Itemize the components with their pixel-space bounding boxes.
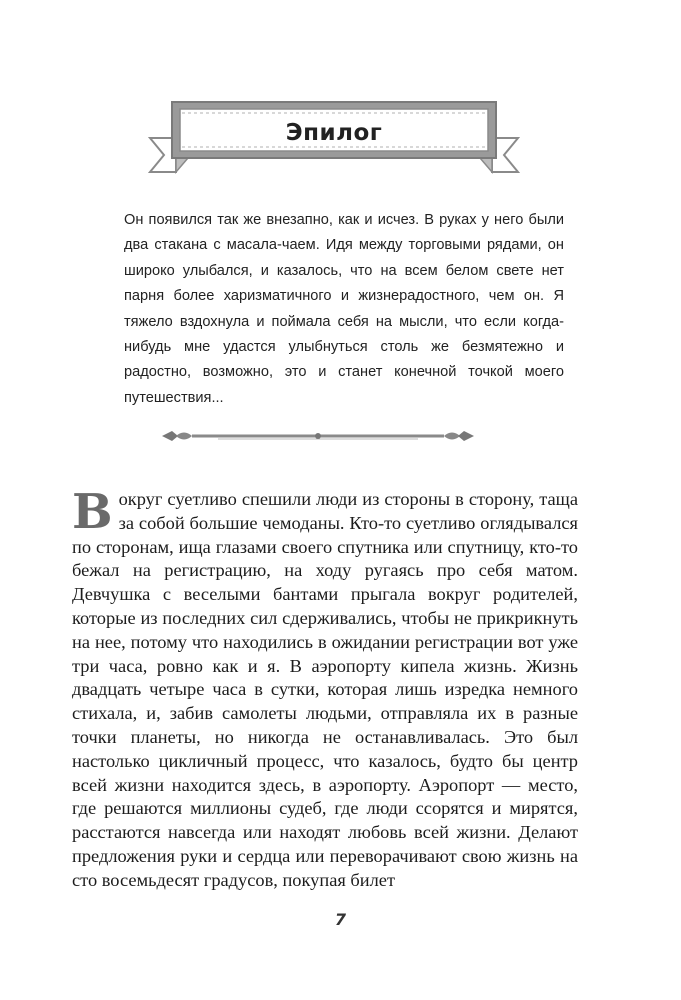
epigraph-paragraph: Он появился так же внезапно, как и исчез. В руках у него были два стакана с масала-чаем. Идя между торговыми рядами, он широко улыбался, и казалось, что на всем белом свете нет парня более харизматичного и жизнерадостного, чем он. Я тяжело вздохнула и поймала себя на мысли, что если когда-нибудь мне удастся улыбнуться столь же безмятежно и радостно, возможно, это и станет конечной точкой моего путешествия... [124,212,564,406]
page-number: 7 [334,910,347,929]
drop-cap-letter: В [72,484,113,540]
main-paragraph-text: округ суетливо спешили люди из стороны в сторону, таща за собой большие чемоданы. Кто-то суетливо оглядывался по сторонам, ища глазами своего спутника или спутницу, кто-то бежал на регистрацию, на ходу ругаясь про себя матом. Девчушка с веселыми бантами прыгала вокруг родителей, которые из последних сил сдерживались, чтобы не прикрикнуть на нее, потому что находились в ожидании регистрации вот уже три часа, ровно как и я. В аэропорту кипела жизнь. Жизнь двадцать четыре часа в сутки, которая лишь изредка немного стихала, и, забив самолеты людьми, отправляла их в разные точки планеты, но никогда не останавливалась. Это был настолько цикличный процесс, что казалось, будто бы центр всей жизни находится здесь, в аэропорту. Аэропорт — место, где решаются миллионы судеб, где люди ссорятся и мирятся, расстаются навсегда или находят любовь всей жизни. Делают предложения руки и сердца или переворачивают свою жизнь на сто восемьдесят градусов, покупая билет [72,489,578,890]
ornamental-divider-icon [158,426,478,446]
main-paragraph [72,484,578,893]
chapter-title: Эпилог [285,120,383,146]
chapter-banner [148,98,520,174]
